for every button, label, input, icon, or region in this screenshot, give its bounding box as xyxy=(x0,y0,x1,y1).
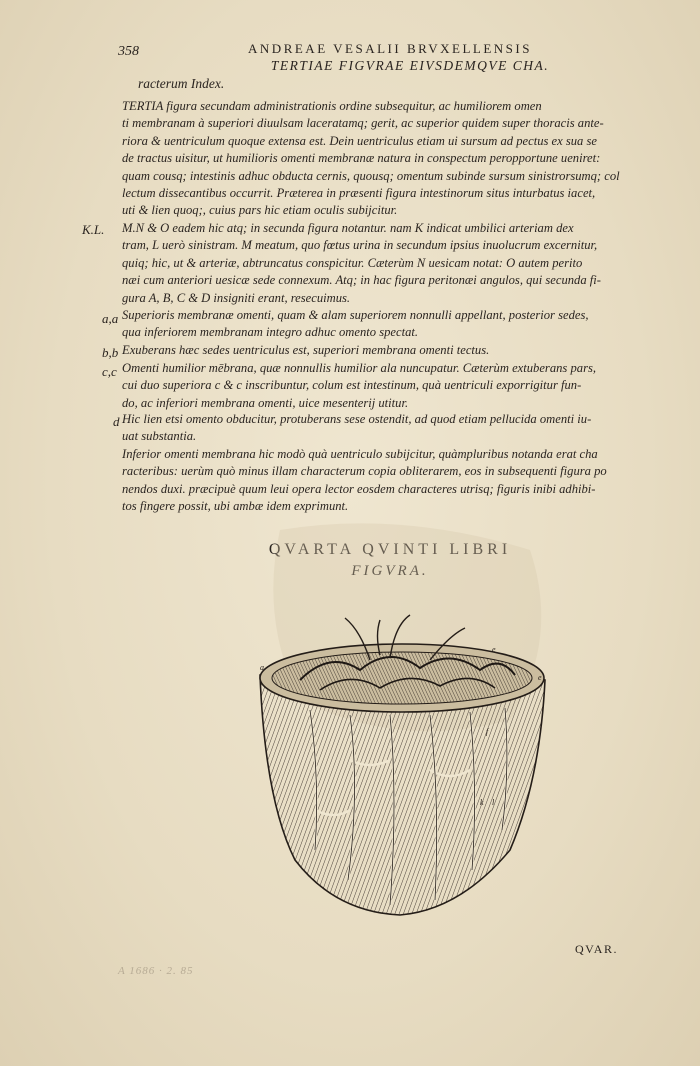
text-line: Omenti humilior mēbrana, quæ nonnullis humilior ala nuncupatur. Cæterùm extuberans pars, xyxy=(122,361,597,375)
figure-label-e: e xyxy=(492,645,496,654)
text-line: tram, L uerò sinistram. M meatum, quo fœtus urina in secundum ipsius inuolucrum excernitur, xyxy=(122,238,598,253)
entry-bb xyxy=(122,342,632,359)
anatomical-woodcut-illustration xyxy=(240,520,560,940)
text-line: tos fingere possit, ubi ambæ idem exprimunt. xyxy=(122,498,349,513)
text-line: lectum dissecantibus occurrit. Præterea in præsenti figura intestinorum situs inturbatus iacet, xyxy=(122,185,596,200)
text-line: Inferior omenti membrana hic modò quà uentriculo subijcitur, quàmpluribus notanda erat cha xyxy=(122,446,598,461)
entry-aa xyxy=(122,307,632,342)
figure-heading: QVARTA QVINTI LIBRI xyxy=(268,541,512,558)
page-number: 358 xyxy=(118,44,139,59)
text-line: TERTIA figura secundam administrationis ordine subsequitur, ac humiliorem omen xyxy=(122,99,542,113)
entry-d xyxy=(122,411,632,515)
figure-label-k: k xyxy=(480,798,484,807)
text-line: riora & uentriculum quoque extensa est. Dein uentriculus etiam ui sursum ad pectus ex sua se xyxy=(122,133,597,148)
library-stamp: A 1686 · 2. 85 xyxy=(118,965,194,977)
figure-label-a: a xyxy=(260,663,264,672)
text-line: de tractus uisitur, ut humilioris omenti membranæ natura in conspectum peropportune ueniret: xyxy=(122,151,601,166)
entry-kl xyxy=(122,220,632,307)
text-line: do, ac inferiori membrana omenti, uice mesenterij utitur. xyxy=(122,395,409,410)
figure-label-f: f xyxy=(486,727,489,736)
entry-key-kl: K.L. xyxy=(82,222,105,237)
figure-subheading: FIGVRA. xyxy=(351,563,429,579)
catchword: QVAR. xyxy=(575,942,618,956)
text-line: næi cum anteriori uesicæ sede connexum. Atq; in hac figura peritonæi angulos, qui secunda fi- xyxy=(122,273,601,288)
figure-label-l: l xyxy=(492,798,495,807)
text-line: racteribus: uerùm quò minus illam characterum copia obliterarem, eos in subsequenti figura po xyxy=(122,464,607,479)
text-line: uti & lien quoq;, cuius pars hic etiam oculis subijcitur. xyxy=(122,203,398,218)
text-line: M.N & O eadem hic atq; in secunda figura notantur. nam K indicat umbilici arteriam dex xyxy=(122,221,574,235)
text-line: cui duo superiora c & c inscribuntur, colum est intestinum, quà uentriculi exporrigitur fun- xyxy=(122,378,582,393)
figure-label-e: e xyxy=(538,673,542,682)
text-line: gura A, B, C & D insigniti erant, resecuimus. xyxy=(122,290,351,305)
entry-key-d: d xyxy=(113,414,120,429)
text-line: Hic lien etsi omento obducitur, protuberans sese ostendit, ad quod etiam pellucida omenti iu- xyxy=(122,412,592,426)
text-line: quiq; hic, ut & arteriæ, abtruncatus conspicitur. Cæterùm N uesicam notat: O autem perito xyxy=(122,255,583,270)
index-title-continued: racterum Index. xyxy=(138,76,225,91)
index-title: TERTIAE FIGVRAE EIVSDEMQVE CHA. xyxy=(270,58,550,73)
text-line: uat substantia. xyxy=(122,429,197,444)
text-line: quam cousq; intestinis adhuc obducta cernis, quousq; omentum subinde sursum sinistrorsumq; col xyxy=(122,168,620,183)
text-line: nendos duxi. præcipuè quum leui opera lector eosdem characteres utrisq; figuris inibi adhibi- xyxy=(122,481,596,496)
text-line: ti membranam à superiori diuulsam laceratamq; gerit, ac superior quidem super thoracis ante- xyxy=(122,116,604,131)
entry-key-aa: a,a xyxy=(102,311,119,326)
intro-paragraph xyxy=(122,98,632,220)
text-line: qua inferiorem membranam integro adhuc omento spectat. xyxy=(122,325,419,340)
text-line: Exuberans hæc sedes uentriculus est, superiori membrana omenti tectus. xyxy=(122,343,490,357)
text-line: Superioris membranæ omenti, quam & alam superiorem nonnulli appellant, posterior sedes, xyxy=(122,308,589,322)
entry-key-bb: b,b xyxy=(102,345,119,360)
running-head: ANDREAE VESALII BRVXELLENSIS xyxy=(248,41,532,56)
entry-key-cc: c,c xyxy=(102,364,117,379)
entry-cc xyxy=(122,360,632,412)
